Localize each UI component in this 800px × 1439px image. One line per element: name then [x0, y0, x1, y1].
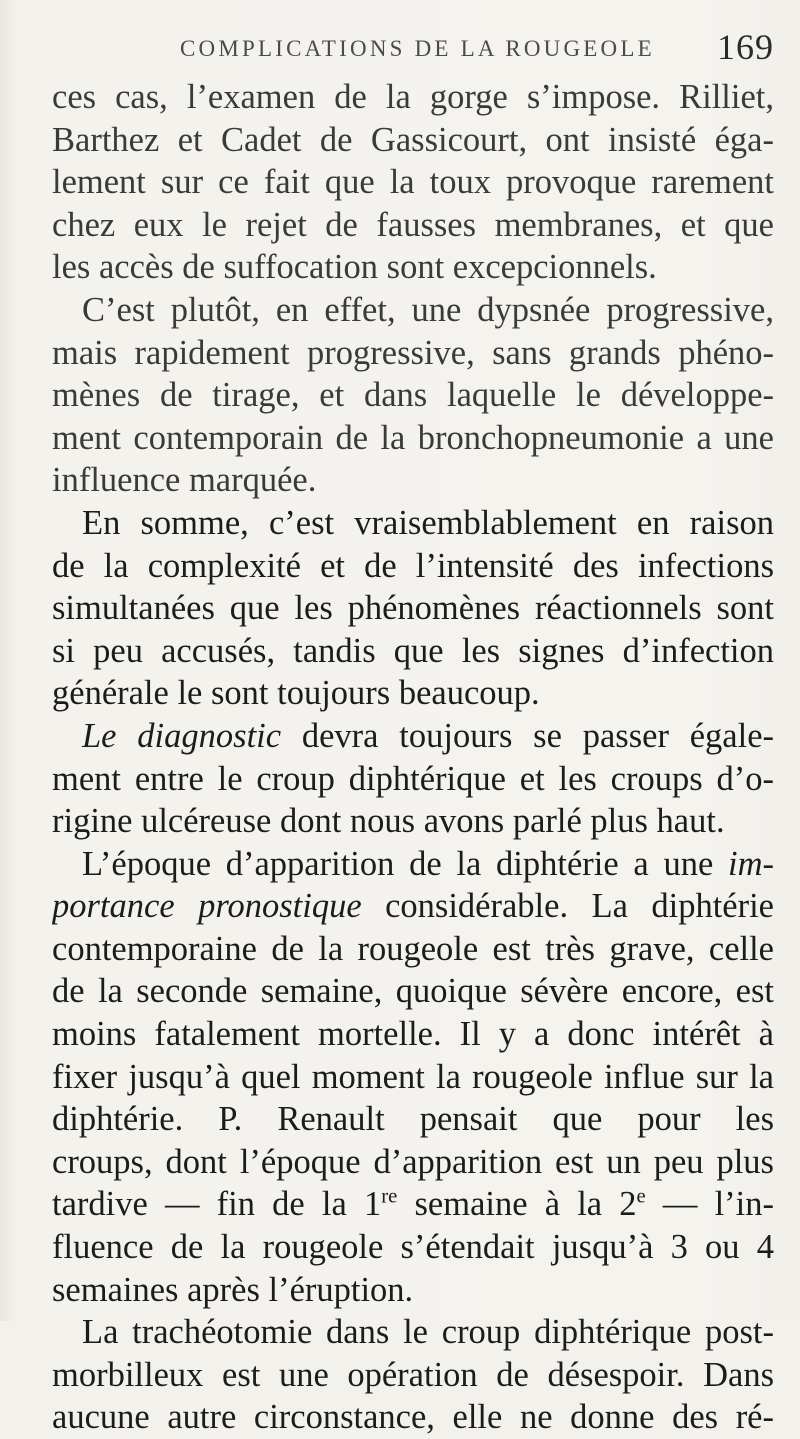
text-line: croups, dont l’époque d’apparition est un peu plus [52, 1142, 774, 1181]
text-line: chez eux le rejet de fausses membranes, et que [52, 205, 774, 244]
paragraph-2 [52, 289, 774, 502]
text-line: ces cas, l’examen de la gorge s’impose. Rilliet, [52, 78, 774, 116]
text-line: mènes de tirage, et dans laquelle le développe- [52, 376, 774, 415]
text-line: ment contemporain de la bronchopneumonie a une [52, 418, 774, 457]
text-line: mais rapidement progressive, sans grands phéno- [52, 333, 774, 372]
text-line: générale le sont toujours beaucoup. [52, 674, 540, 713]
text-line: de la seconde semaine, quoique sévère encore, est [52, 972, 774, 1011]
text-line: fixer jusqu’à quel moment la rougeole influe sur la [52, 1057, 774, 1096]
text-line: de la complexité et de l’intensité des infections [52, 546, 774, 585]
text-line: si peu accusés, tandis que les signes d’infection [52, 631, 774, 670]
text-line: influence marquée. [52, 461, 317, 500]
paragraph-6 [52, 1311, 774, 1439]
text-line: simultanées que les phénomènes réactionnels sont [52, 589, 774, 628]
text-line: les accès de suffocation sont excepcionnels. [52, 248, 657, 287]
text-line: portance pronostique considérable. La diphtérie [52, 887, 774, 926]
text-line: Barthez et Cadet de Gassicourt, ont insisté éga- [52, 120, 774, 159]
text-line: fluence de la rougeole s’étendait jusqu’à 3 ou 4 [52, 1228, 774, 1267]
text-line: lement sur ce fait que la toux provoque rarement [52, 163, 774, 202]
text-line: ment entre le croup diphtérique et les croups d’o- [52, 759, 774, 798]
text-line: En somme, c’est vraisemblablement en raison [82, 503, 774, 542]
page-header [52, 8, 774, 78]
text-line: L’époque d’apparition de la diphtérie a une im- [82, 844, 774, 883]
body-text [52, 76, 774, 1439]
running-title: COMPLICATIONS DE LA ROUGEOLE [180, 36, 655, 61]
text-line: La trachéotomie dans le croup diphtérique post- [82, 1313, 774, 1352]
text-line: diphtérie. P. Renault pensait que pour les [52, 1100, 774, 1139]
italic-term: portance pronostique [52, 887, 362, 926]
text-line: rigine ulcéreuse dont nous avons parlé plus haut. [52, 802, 725, 841]
text-line: tardive — fin de la 1re semaine à la 2e — l’in- [52, 1185, 774, 1224]
page-number: 169 [717, 27, 774, 67]
paragraph-4 [52, 715, 774, 843]
text-line: Le diagnostic devra toujours se passer égale- [82, 716, 774, 755]
text-line: semaines après l’éruption. [52, 1270, 414, 1309]
paragraph-3 [52, 502, 774, 715]
paragraph-5 [52, 843, 774, 1312]
italic-term: Le diagnostic [82, 716, 282, 755]
text-line: moins fatalement mortelle. Il y a donc intérêt à [52, 1015, 774, 1054]
italic-term: im- [728, 844, 774, 883]
text-line: morbilleux est une opération de désespoir. Dans [52, 1355, 774, 1394]
text-line: C’est plutôt, en effet, une dypsnée progressive, [82, 290, 774, 329]
text-line: contemporaine de la rougeole est très grave, celle [52, 929, 774, 968]
paragraph-1 [52, 76, 774, 289]
text-line: aucune autre circonstance, elle ne donne des ré- [52, 1398, 774, 1437]
